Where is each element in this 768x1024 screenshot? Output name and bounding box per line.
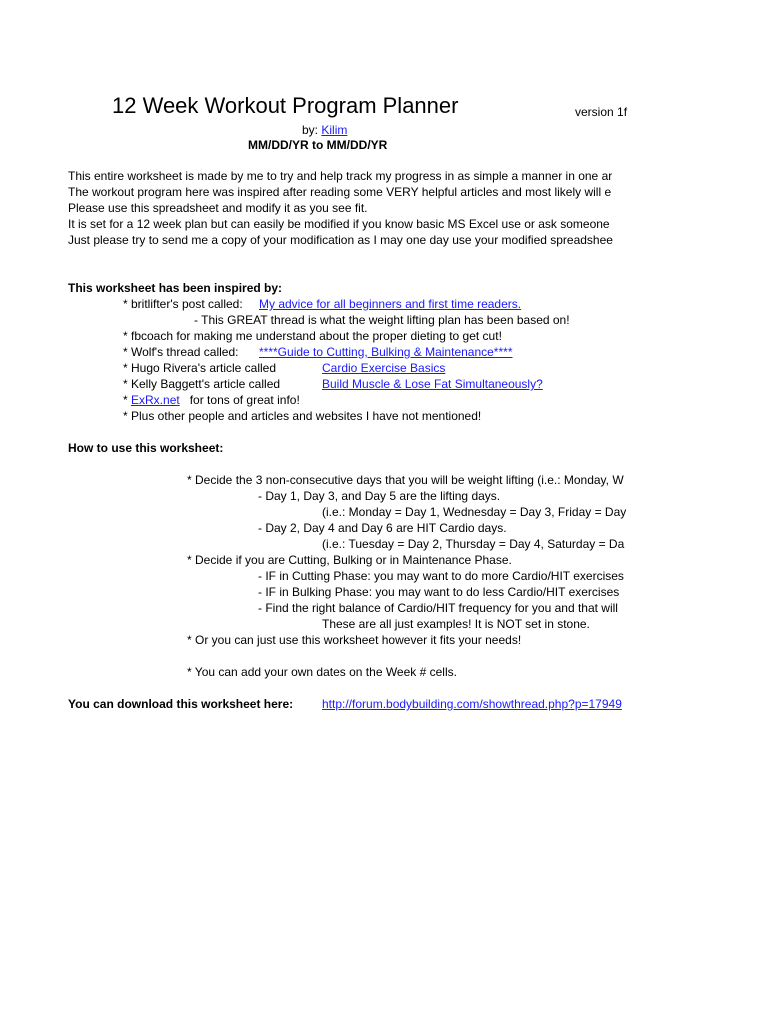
howto-line: - Find the right balance of Cardio/HIT frequency for you and that will	[258, 601, 618, 615]
howto-line: * Decide if you are Cutting, Bulking or in Maintenance Phase.	[187, 553, 512, 567]
hugo-label: * Hugo Rivera's article called	[123, 361, 277, 375]
howto-line: - Day 2, Day 4 and Day 6 are HIT Cardio days.	[258, 521, 507, 535]
britlifter-link[interactable]: My advice for all beginners and first time readers.	[259, 297, 522, 311]
version-label: version 1f	[575, 105, 628, 119]
howto-line: * You can add your own dates on the Week # cells.	[187, 665, 457, 679]
britlifter-note: - This GREAT thread is what the weight lifting plan has been based on!	[194, 313, 570, 327]
kelly-link[interactable]: Build Muscle & Lose Fat Simultaneously?	[322, 377, 543, 391]
intro-line: Please use this spreadsheet and modify it as you see fit.	[68, 201, 368, 215]
inspired-heading: This worksheet has been inspired by:	[68, 281, 283, 295]
howto-line: (i.e.: Tuesday = Day 2, Thursday = Day 4, Saturday = Da	[322, 537, 625, 551]
howto-line: - IF in Cutting Phase: you may want to do more Cardio/HIT exercises	[258, 569, 624, 583]
fbcoach-line: * fbcoach for making me understand about the proper dieting to get cut!	[123, 329, 502, 343]
intro-line: Just please try to send me a copy of your modification as I may one day use your modified spreadshee	[68, 233, 613, 247]
author-line	[302, 122, 347, 138]
howto-line: - Day 1, Day 3, and Day 5 are the lifting days.	[258, 489, 501, 503]
exrx-text: for tons of great info!	[189, 393, 300, 407]
author-link[interactable]: Kilim	[321, 123, 348, 137]
intro-line: The workout program here was inspired after reading some VERY helpful articles and most likely will e	[68, 185, 612, 199]
date-range: MM/DD/YR to MM/DD/YR	[248, 138, 388, 152]
kelly-label: * Kelly Baggett's article called	[123, 377, 281, 391]
intro-line: This entire worksheet is made by me to try and help track my progress in as simple a manner in one ar	[68, 169, 613, 183]
howto-line: * Decide the 3 non-consecutive days that you will be weight lifting (i.e.: Monday, W	[187, 473, 624, 487]
wolf-link[interactable]: ****Guide to Cutting, Bulking & Maintenance****	[259, 345, 513, 359]
exrx-bullet: *	[123, 393, 128, 407]
wolf-label: * Wolf's thread called:	[123, 345, 239, 359]
exrx-line	[123, 392, 300, 408]
britlifter-label: * britlifter's post called:	[123, 297, 243, 311]
howto-line: - IF in Bulking Phase: you may want to do less Cardio/HIT exercises	[258, 585, 620, 599]
download-link[interactable]: http://forum.bodybuilding.com/showthread.php?p=17949	[322, 697, 622, 711]
howto-line: * Or you can just use this worksheet however it fits your needs!	[187, 633, 522, 647]
howto-line: These are all just examples! It is NOT set in stone.	[322, 617, 590, 631]
download-label: You can download this worksheet here:	[68, 697, 294, 711]
exrx-link[interactable]: ExRx.net	[131, 393, 180, 407]
page-title: 12 Week Workout Program Planner	[112, 93, 459, 118]
plus-other-line: * Plus other people and articles and websites I have not mentioned!	[123, 409, 482, 423]
by-label: by:	[302, 123, 319, 137]
hugo-link[interactable]: Cardio Exercise Basics	[322, 361, 446, 375]
intro-line: It is set for a 12 week plan but can easily be modified if you know basic MS Excel use or ask someone	[68, 217, 610, 231]
howto-heading: How to use this worksheet:	[68, 441, 224, 455]
howto-line: (i.e.: Monday = Day 1, Wednesday = Day 3, Friday = Day	[322, 505, 627, 519]
